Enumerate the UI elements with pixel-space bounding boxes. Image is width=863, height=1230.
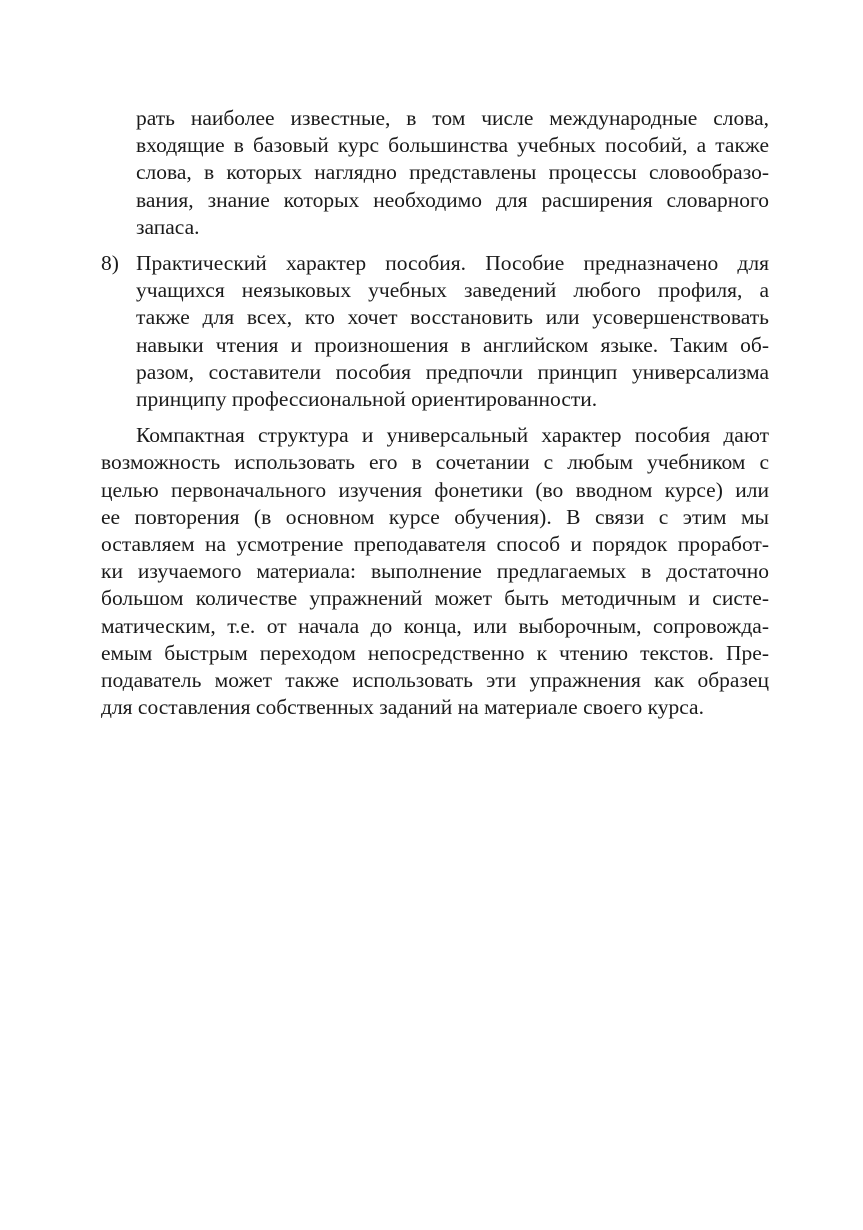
text-line: подаватель может также использовать эти упражнения как образец xyxy=(101,668,769,693)
text-line: принципу профессиональной ориентированности. xyxy=(136,387,598,412)
text-line: слова, в которых наглядно представлены процессы словообразо- xyxy=(136,160,769,185)
text-line: возможность использовать его в сочетании с любым учебником с xyxy=(101,450,769,475)
list-item-8 xyxy=(101,250,769,413)
text-line: большом количестве упражнений может быть методичным и систе- xyxy=(101,586,769,611)
body-paragraph xyxy=(101,422,769,721)
text-line: рать наиболее известные, в том числе международные слова, xyxy=(136,106,769,130)
text-line: для составления собственных заданий на материале своего курса. xyxy=(101,695,704,720)
list-item-number: 8) xyxy=(101,251,119,276)
document-page xyxy=(101,105,769,721)
text-line: также для всех, кто хочет восстановить или усовершенствовать xyxy=(136,305,769,330)
text-line: матическим, т.е. от начала до конца, или выборочным, сопровожда- xyxy=(101,613,769,638)
text-line: целью первоначального изучения фонетики (во вводном курсе) или xyxy=(101,477,769,502)
text-line: Практический характер пособия. Пособие предназначено для xyxy=(136,251,769,276)
text-line: ки изучаемого материала: выполнение предлагаемых в достаточно xyxy=(101,559,769,584)
text-line: разом, составители пособия предпочли принцип универсализма xyxy=(136,359,769,384)
text-line: Компактная структура и универсальный характер пособия дают xyxy=(136,423,769,448)
text-line: емым быстрым переходом непосредственно к чтению текстов. Пре- xyxy=(101,640,769,665)
text-line: входящие в базовый курс большинства учебных пособий, а также xyxy=(136,133,769,158)
text-line: ее повторения (в основном курсе обучения). В связи с этим мы xyxy=(101,504,769,529)
list-item-continuation xyxy=(101,105,769,241)
text-line: оставляем на усмотрение преподавателя способ и порядок проработ- xyxy=(101,532,769,557)
text-line: навыки чтения и произношения в английском языке. Таким об- xyxy=(136,332,769,357)
text-line: учащихся неязыковых учебных заведений любого профиля, а xyxy=(136,278,769,303)
text-line: вания, знание которых необходимо для расширения словарного xyxy=(136,187,769,212)
text-line: запаса. xyxy=(136,214,200,239)
